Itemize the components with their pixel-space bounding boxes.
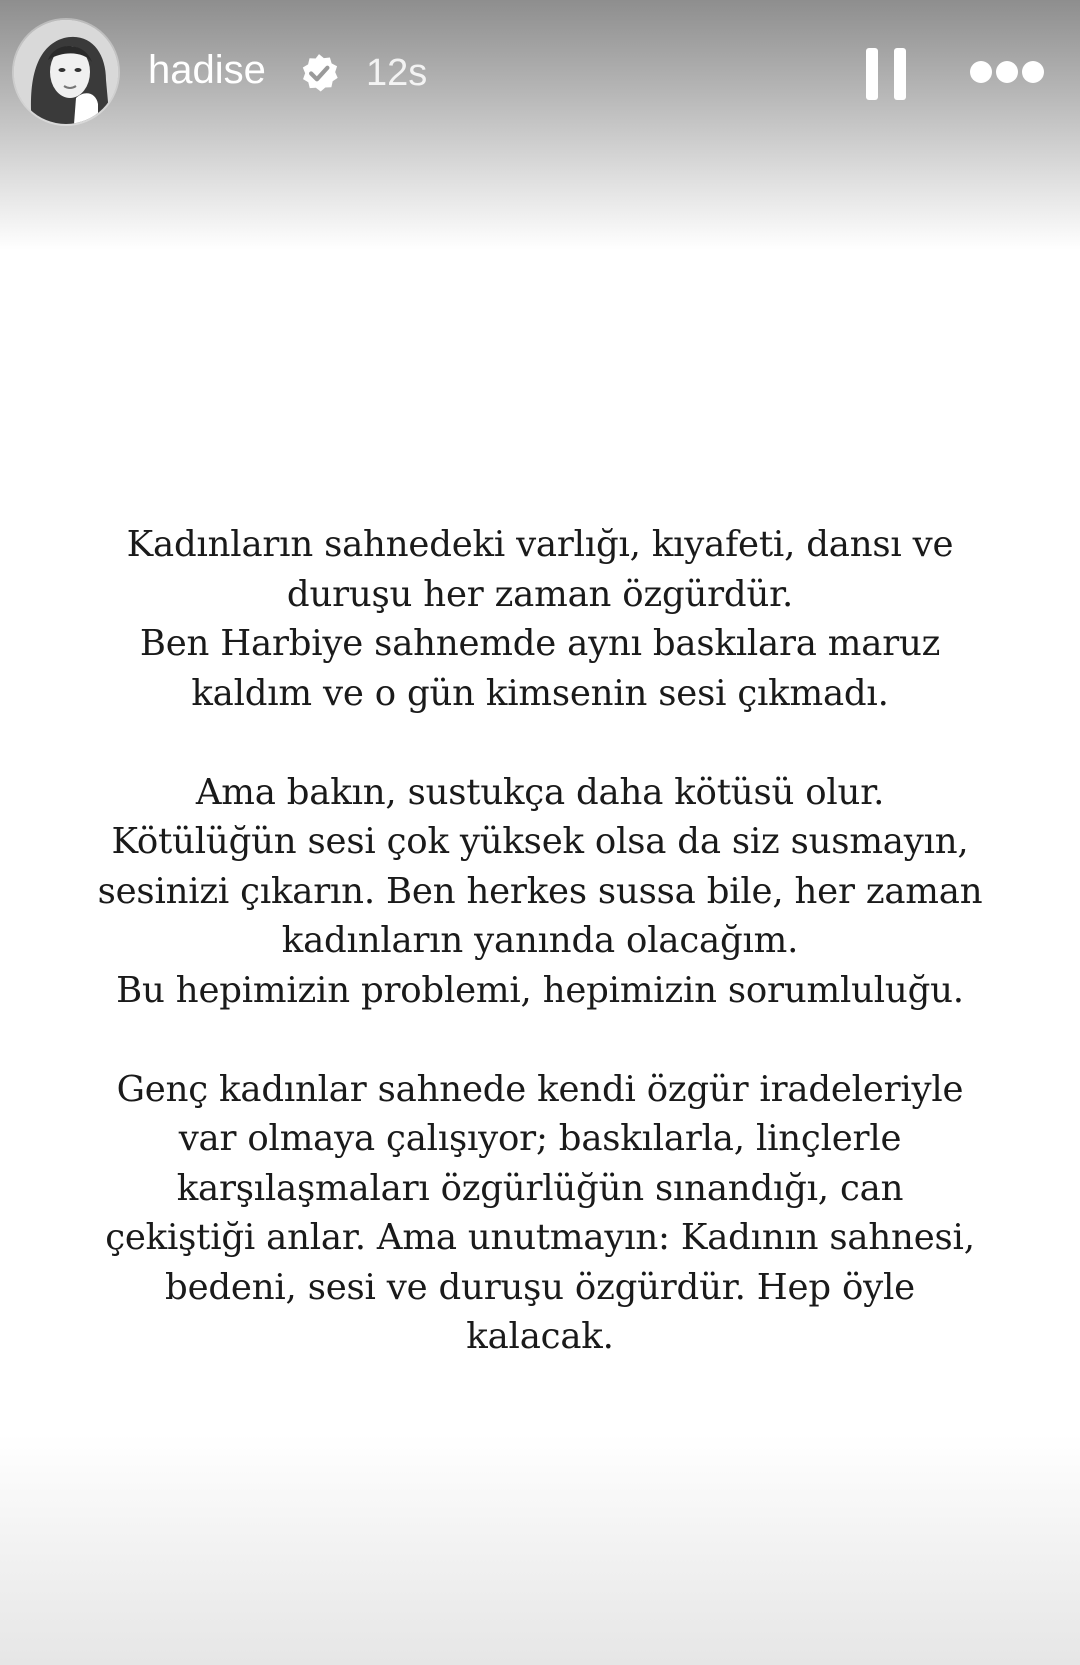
text-line: karşılaşmaları özgürlüğün sınandığı, can [176,1167,904,1209]
text-line: bedeni, sesi ve duruşu özgürdür. Hep öyle [165,1266,915,1308]
text-line: Genç kadınlar sahnede kendi özgür iradeleriyle [116,1068,964,1110]
paragraph-spacer [40,1015,1040,1065]
story-paragraph-1 [40,520,1040,718]
verified-badge-icon [298,52,340,94]
text-line: çekiştiği anlar. Ama unutmayın: Kadının sahnesi, [105,1217,975,1258]
text-line: var olmaya çalışıyor; baskılarla, linçlerle [178,1118,902,1159]
text-line: Bu hepimizin problemi, hepimizin sorumluluğu. [116,969,964,1011]
more-options-button[interactable] [970,58,1044,88]
avatar[interactable] [14,20,118,124]
profile-photo-icon [14,20,118,124]
text-line: kaldım ve o gün kimsenin sesi çıkmadı. [191,672,889,714]
pause-button[interactable] [866,48,906,100]
text-line: kadınların yanında olacağım. [281,920,799,961]
paragraph-spacer [40,718,1040,768]
text-line: Ben Harbiye sahnemde aynı baskılara maruz [139,623,941,664]
text-line: Kadınların sahnedeki varlığı, kıyafeti, dansı ve [126,524,954,565]
text-line: Kötülüğün sesi çok yüksek olsa da siz susmayın, [111,821,969,862]
username[interactable]: hadise [148,48,266,92]
story-text [40,520,1040,1362]
text-line: sesinizi çıkarın. Ben herkes sussa bile, her zaman [97,870,983,912]
story-paragraph-2 [40,768,1040,1016]
story-timestamp: 12s [366,52,428,94]
bottom-gradient-overlay [0,1435,1080,1665]
text-line: duruşu her zaman özgürdür. [286,573,794,615]
text-line: Ama bakın, sustukça daha kötüsü olur. [195,771,885,813]
story-header [0,0,1080,150]
text-line: kalacak. [466,1316,614,1357]
story-paragraph-3 [40,1065,1040,1362]
